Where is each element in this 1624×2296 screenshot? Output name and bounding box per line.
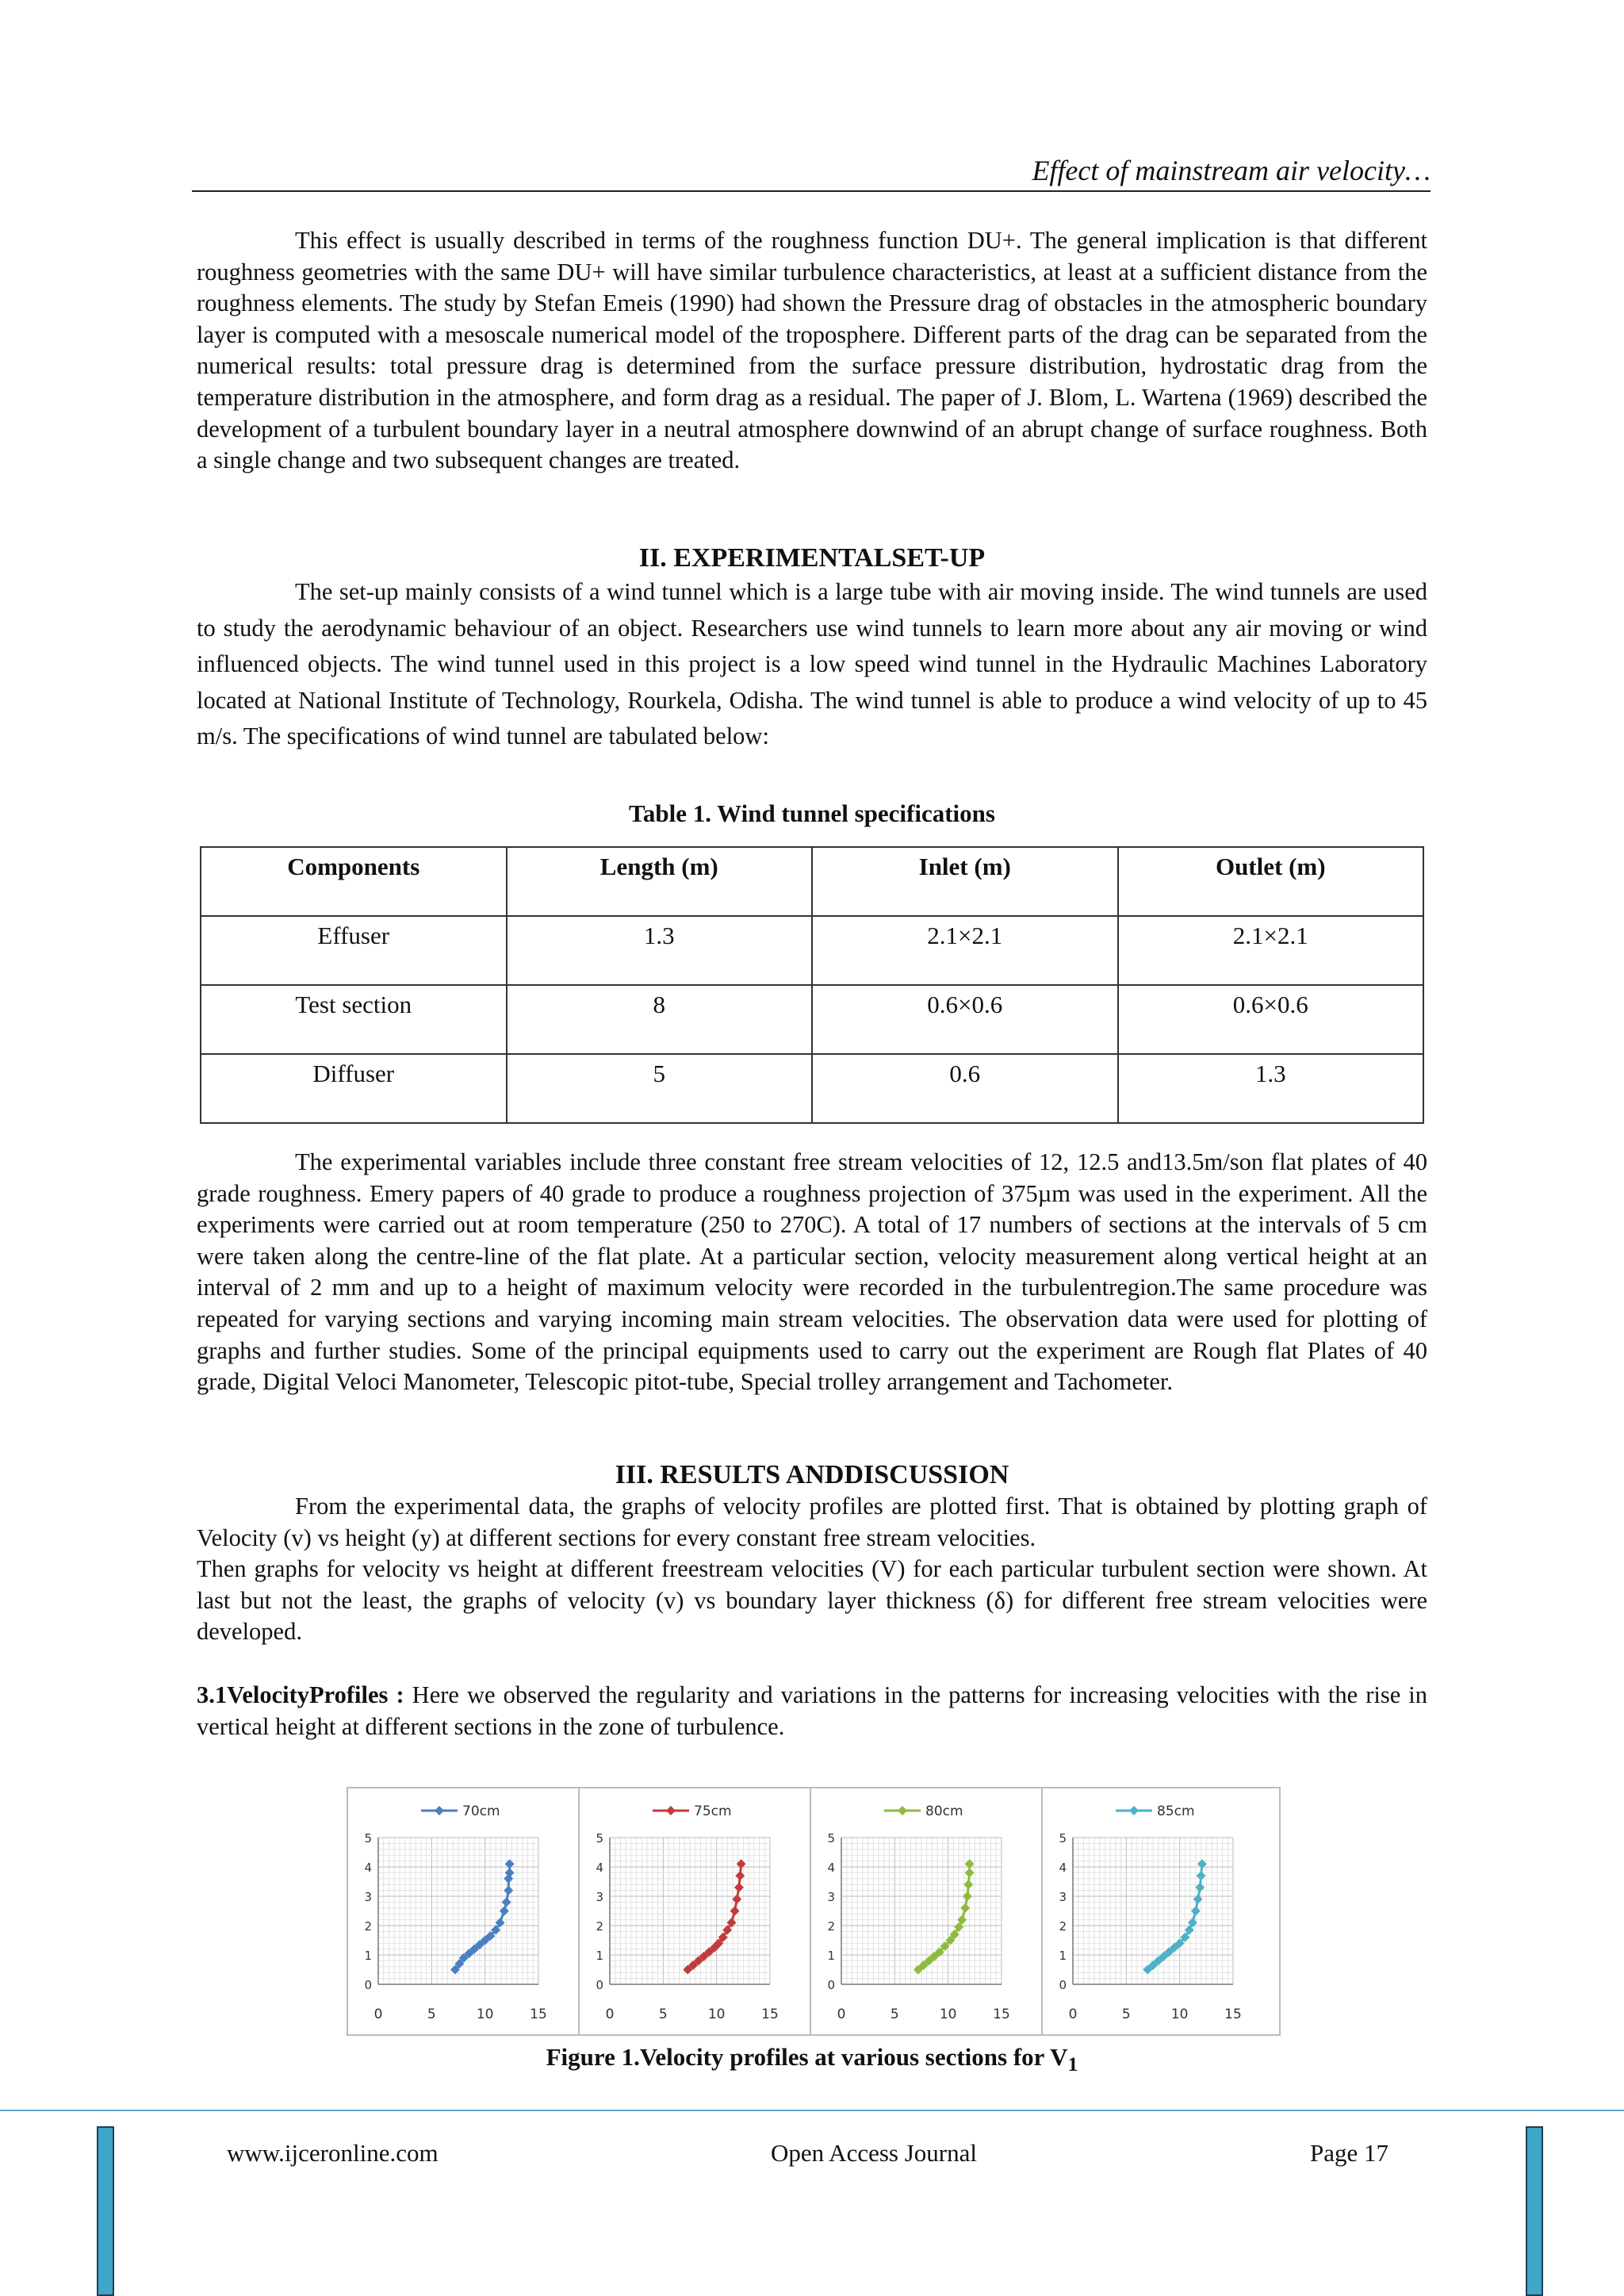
table-cell: 2.1×2.1 [812, 916, 1118, 985]
y-tick-label: 3 [364, 1890, 372, 1904]
y-tick-label: 3 [596, 1890, 603, 1904]
y-tick-label: 0 [827, 1978, 835, 1992]
table-cell: 1.3 [507, 916, 813, 985]
figure1-caption-main: Figure 1.Velocity profiles at various sections for V [546, 2043, 1068, 2071]
footer-page-number: Page 17 [1310, 2139, 1389, 2167]
wind-tunnel-table [200, 846, 1424, 1124]
section2-heading: II. EXPERIMENTALSET-UP [638, 543, 986, 573]
y-tick-label: 0 [596, 1978, 603, 1992]
y-tick-label: 1 [364, 1949, 372, 1963]
section2-block [197, 542, 1427, 755]
footer-side-bar-right [1526, 2126, 1543, 2296]
data-point [960, 1903, 970, 1913]
x-tick-label: 10 [1170, 2007, 1189, 2022]
x-tick-label: 10 [707, 2007, 726, 2022]
figure1-panels [347, 1787, 1281, 2036]
y-tick-label: 5 [364, 1831, 372, 1846]
y-tick-label: 5 [1059, 1831, 1067, 1846]
y-tick-label: 5 [827, 1831, 835, 1846]
table-header-cell: Length (m) [507, 847, 813, 916]
figure1-caption [197, 2043, 1427, 2076]
x-tick-label: 0 [1068, 2007, 1078, 2022]
y-tick-label: 1 [596, 1949, 603, 1963]
table-row [201, 916, 1423, 985]
footer-side-bar-left [97, 2126, 114, 2296]
chart-panel-80cm [811, 1788, 1041, 2034]
x-tick-label: 5 [1121, 2007, 1131, 2022]
x-tick-label: 0 [605, 2007, 615, 2022]
table-cell: 0.6×0.6 [1118, 985, 1424, 1054]
intro-block [197, 225, 1427, 477]
legend-marker [898, 1806, 907, 1815]
section3-heading: III. RESULTS ANDDISCUSSION [615, 1460, 1009, 1489]
y-tick-label: 4 [1059, 1861, 1067, 1875]
chart-panel-70cm [348, 1788, 578, 2034]
y-tick-label: 2 [1059, 1919, 1067, 1934]
running-header: Effect of mainstream air velocity… [1032, 155, 1431, 186]
section2-paragraph: The set-up mainly consists of a wind tunnel which is a large tube with air moving inside. The wind tunnels are used to study the aerodynamic behaviour of an object. Researchers use wind tunnels to learn more about any air moving or wind influenced objects. The wind tunnel used in this project is a low speed wind tunnel in the Hydraulic Machines Laboratory located at National Institute of Technology, Rourkela, Odisha. The wind tunnel is able to produce a wind velocity of up to 45 m/s. The specifications of wind tunnel are tabulated below: [197, 578, 1427, 749]
data-point [722, 1926, 732, 1935]
grid [841, 1838, 1002, 1984]
table-cell: 5 [507, 1054, 813, 1123]
variables-paragraph: The experimental variables include three constant free stream velocities of 12, 12.5 and13.5m/son flat plates of 40 grade roughness. Emery papers of 40 grade to produce a roughness projection of 375µm was used in the experiment. All the experiments were carried out at room temperature (250 to 270C). A total of 17 numbers of sections at the intervals of 5 cm were taken along the centre-line of the flat plate. At a particular section, velocity measurement along vertical height at an interval of 2 mm and up to a height of maximum velocity were recorded in the turbulentregion.The same procedure was repeated for varying sections and varying incoming main stream velocities. The observation data were used for plotting of graphs and further studies. Some of the principal equipments used to carry out the experiment are Rough flat Plates of 40 grade, Digital Veloci Manometer, Telescopic pitot-tube, Special trolley arrangement and Tachometer. [197, 1148, 1427, 1396]
x-tick-label: 5 [890, 2007, 899, 2022]
legend-label: 75cm [694, 1803, 732, 1819]
x-tick-label: 5 [427, 2007, 436, 2022]
y-tick-label: 4 [364, 1861, 372, 1875]
legend-marker [666, 1806, 676, 1815]
figure1-caption-block [197, 2043, 1427, 2076]
legend-label: 80cm [925, 1803, 963, 1819]
grid [610, 1838, 770, 1984]
x-tick-label: 10 [939, 2007, 957, 2022]
legend-marker [1129, 1806, 1139, 1815]
y-tick-label: 2 [364, 1919, 372, 1934]
table-header-cell: Outlet (m) [1118, 847, 1424, 916]
section3-paragraph1: From the experimental data, the graphs of velocity profiles are plotted first. That is obtained by plotting graph of Velocity (v) vs height (y) at different sections for every constant free stream velocities. [197, 1493, 1427, 1551]
footer-rule [0, 2110, 1624, 2111]
section3-block [197, 1459, 1427, 1742]
y-tick-label: 2 [596, 1919, 603, 1934]
x-tick-label: 15 [1224, 2007, 1242, 2022]
legend-label: 85cm [1157, 1803, 1195, 1819]
x-tick-label: 15 [761, 2007, 779, 2022]
table-header-row [201, 847, 1423, 916]
y-tick-label: 3 [827, 1890, 835, 1904]
table-header-cell: Components [201, 847, 507, 916]
footer-website: www.ijceronline.com [227, 2139, 439, 2167]
y-tick-label: 4 [827, 1861, 835, 1875]
subsection-label: 3.1VelocityProfiles : [197, 1681, 404, 1708]
table-cell: 0.6×0.6 [812, 985, 1118, 1054]
x-tick-label: 0 [373, 2007, 383, 2022]
legend-marker [435, 1806, 444, 1815]
table-cell: 2.1×2.1 [1118, 916, 1424, 985]
table-cell: 8 [507, 985, 813, 1054]
table-row [201, 1054, 1423, 1123]
series-line [1147, 1864, 1202, 1969]
legend-label: 70cm [462, 1803, 500, 1819]
y-tick-label: 2 [827, 1919, 835, 1934]
x-tick-label: 15 [993, 2007, 1010, 2022]
chart-panel-85cm [1043, 1788, 1273, 2034]
y-tick-label: 4 [596, 1861, 603, 1875]
y-tick-label: 0 [364, 1978, 372, 1992]
y-tick-label: 5 [596, 1831, 603, 1846]
table-cell: Effuser [201, 916, 507, 985]
x-tick-label: 10 [476, 2007, 494, 2022]
y-tick-label: 0 [1059, 1978, 1067, 1992]
chart-panel-75cm [580, 1788, 810, 2034]
data-point [965, 1868, 975, 1877]
subsection-velocity-profiles [197, 1680, 1427, 1742]
table-cell: 0.6 [812, 1054, 1118, 1123]
series-line [688, 1864, 741, 1969]
y-tick-label: 1 [827, 1949, 835, 1963]
y-tick-label: 1 [1059, 1949, 1067, 1963]
figure1-caption-subscript: 1 [1067, 2053, 1078, 2076]
table-row [201, 985, 1423, 1054]
data-point [963, 1880, 973, 1889]
y-tick-label: 3 [1059, 1890, 1067, 1904]
table1-caption-block [197, 799, 1427, 828]
x-tick-label: 15 [530, 2007, 547, 2022]
x-tick-label: 0 [837, 2007, 846, 2022]
header-rule [192, 190, 1431, 192]
data-point [502, 1897, 511, 1907]
variables-block [197, 1147, 1427, 1398]
table-header-cell: Inlet (m) [812, 847, 1118, 916]
footer-journal: Open Access Journal [771, 2139, 977, 2167]
table-cell: 1.3 [1118, 1054, 1424, 1123]
table1-caption: Table 1. Wind tunnel specifications [629, 799, 995, 827]
table-cell: Diffuser [201, 1054, 507, 1123]
section3-paragraph2: Then graphs for velocity vs height at different freestream velocities (V) for each particular turbulent section were shown. At last but not the least, the graphs of velocity (v) vs boundary layer thickness (δ) for different free stream velocities were developed. [197, 1555, 1427, 1646]
intro-paragraph: This effect is usually described in terms of the roughness function DU+. The general implication is that different roughness geometries with the same DU+ will have similar turbulence characteristics, at least at a sufficient distance from the roughness elements. The study by Stefan Emeis (1990) had shown the Pressure drag of obstacles in the atmospheric boundary layer is computed with a mesoscale numerical model of the troposphere. Different parts of the drag can be separated from the numerical results: total pressure drag is determined from the surface pressure distribution, hydrostatic drag from the temperature distribution in the atmosphere, and form drag as a residual. The paper of J. Blom, L. Wartena (1969) described the development of a turbulent boundary layer in a neutral atmosphere downwind of an abrupt change of surface roughness. Both a single change and two subsequent changes are treated. [197, 227, 1427, 474]
x-tick-label: 5 [658, 2007, 668, 2022]
subsection-text: Here we observed the regularity and variations in the patterns for increasing velocities with the rise in vertical height at different sections in the zone of turbulence. [197, 1681, 1428, 1740]
table-cell: Test section [201, 985, 507, 1054]
